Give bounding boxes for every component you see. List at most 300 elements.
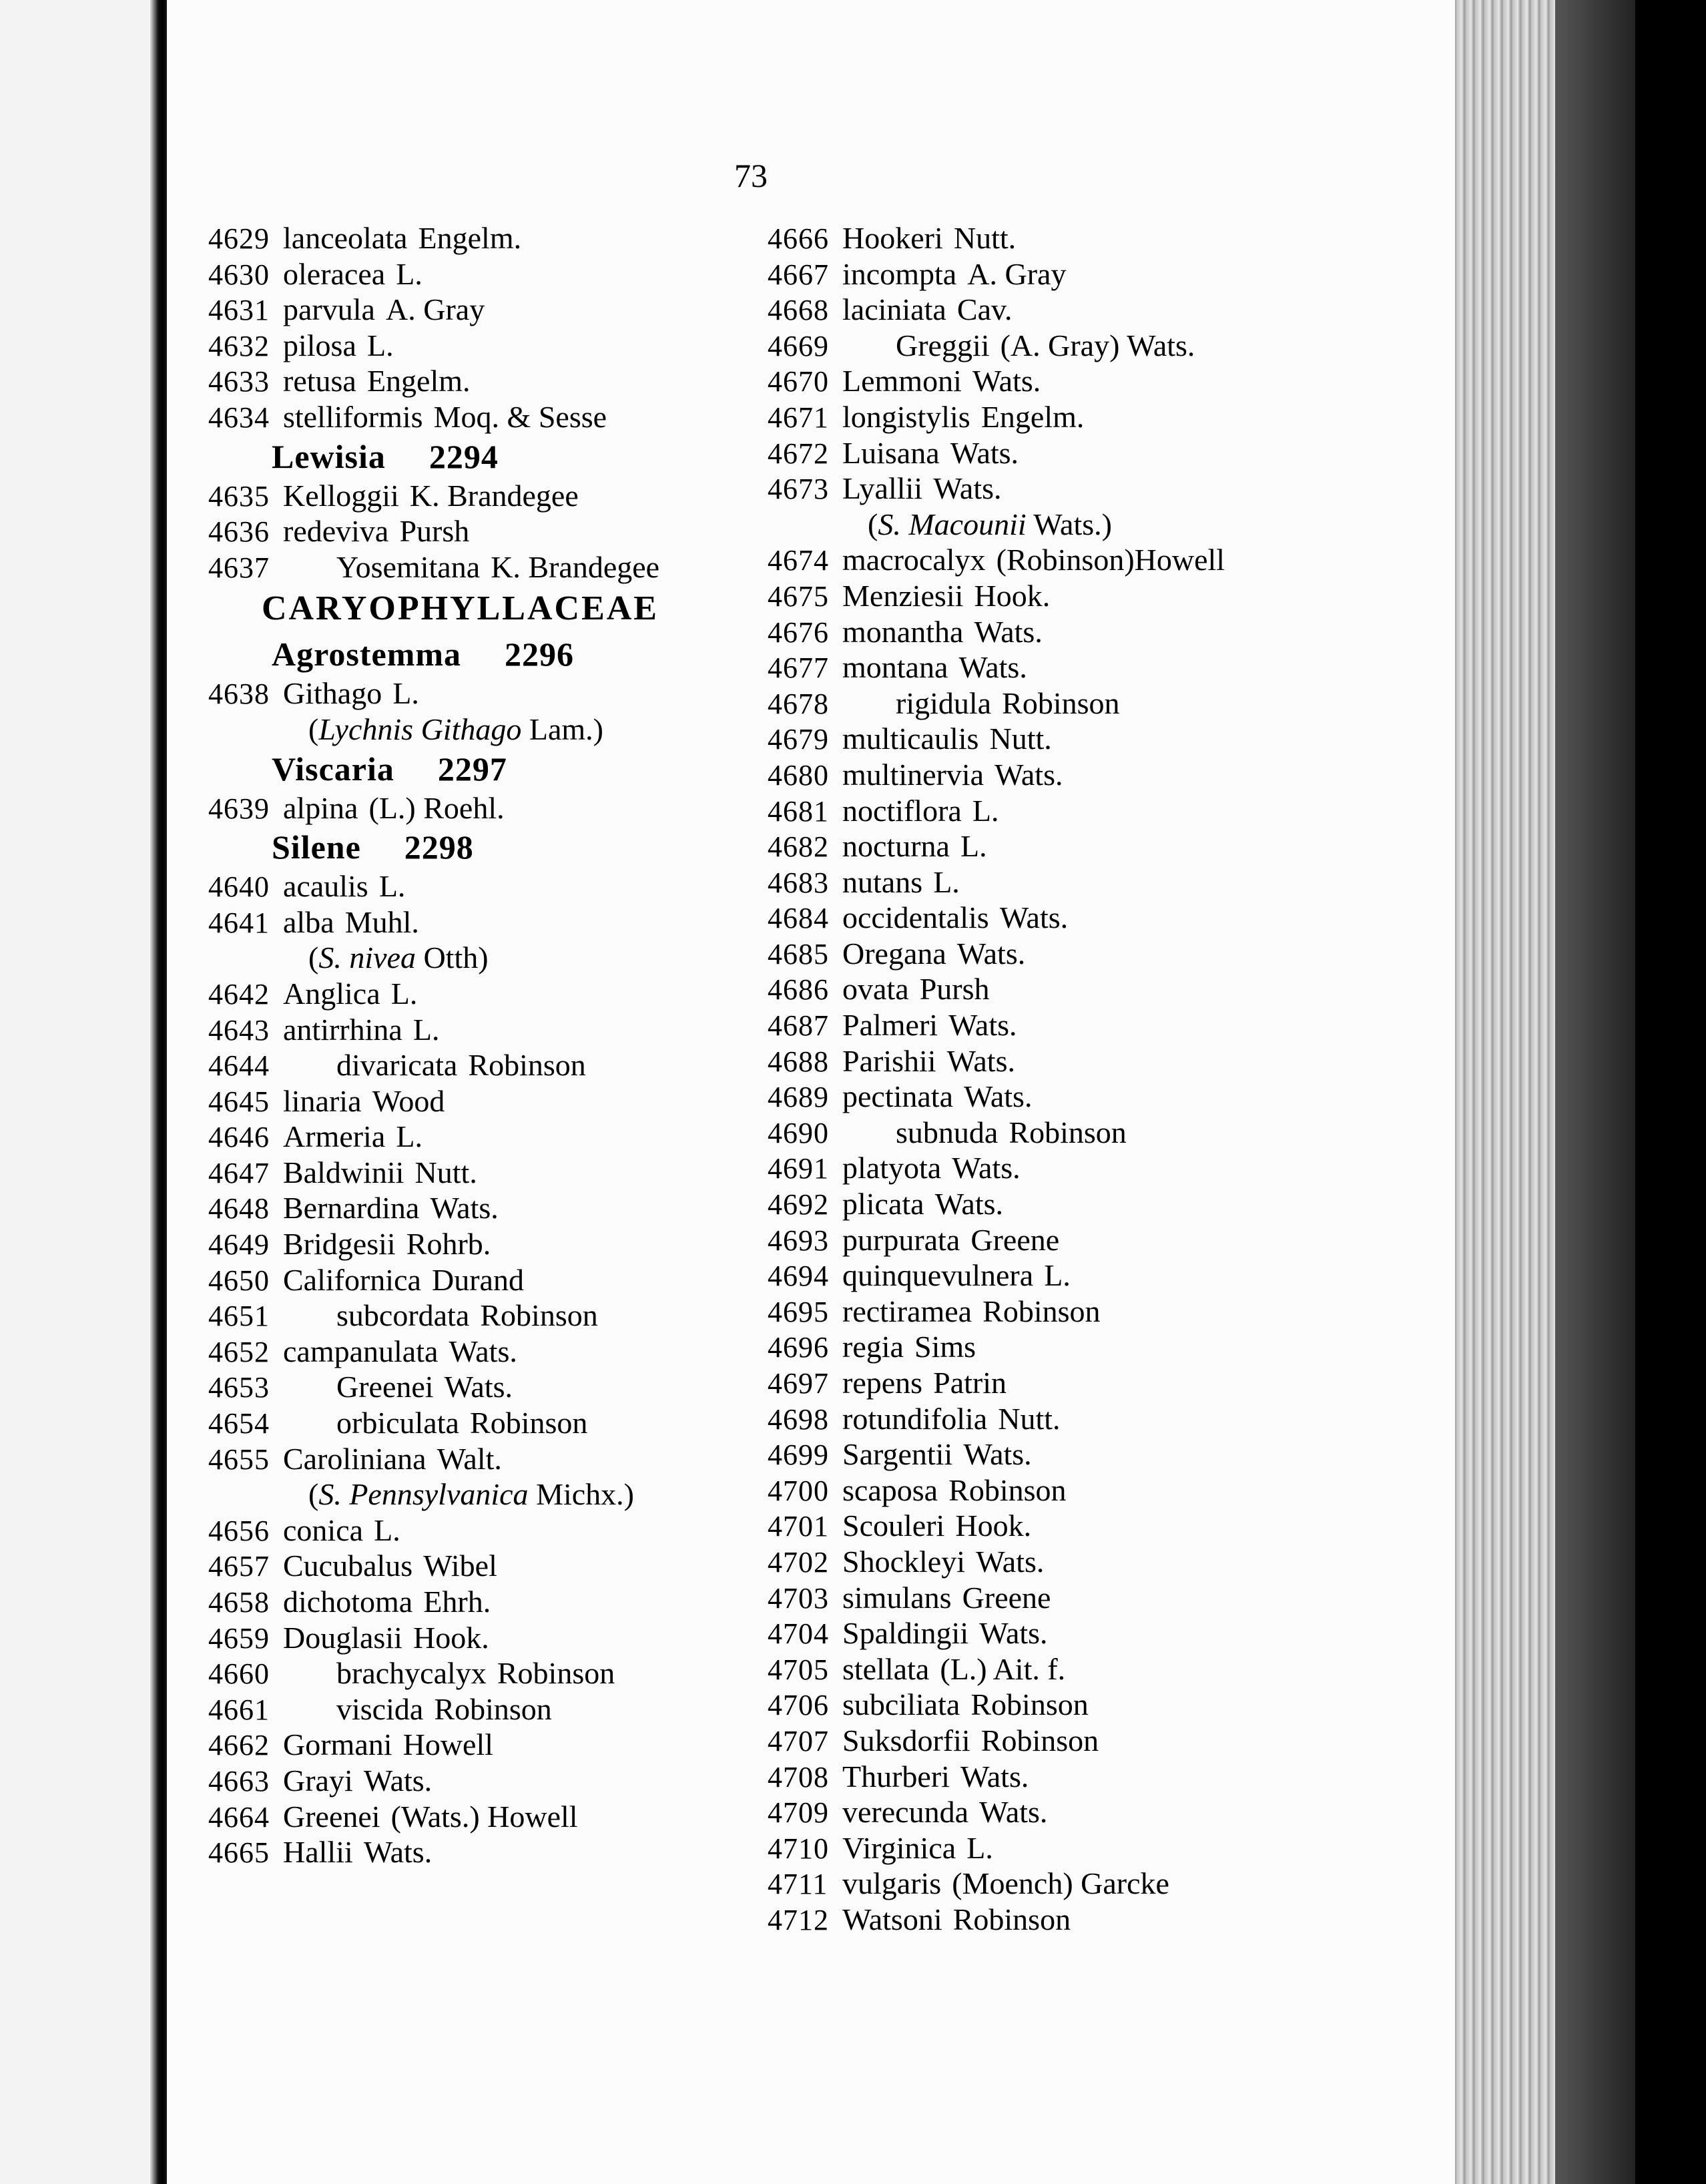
species-entry bbox=[768, 1580, 1328, 1616]
species-entry bbox=[208, 1834, 769, 1870]
author: Pursh bbox=[919, 972, 990, 1007]
entry-number: 4704 bbox=[768, 1617, 829, 1651]
epithet: Thurberi bbox=[842, 1759, 950, 1794]
epithet: Virginica bbox=[842, 1830, 956, 1865]
entry-number: 4711 bbox=[768, 1868, 828, 1901]
species-name bbox=[842, 292, 1013, 328]
author: K. Brandegee bbox=[409, 478, 579, 513]
species-name bbox=[283, 1298, 598, 1334]
species-name bbox=[842, 1294, 1101, 1330]
author: Robinson bbox=[468, 1048, 586, 1083]
species-name bbox=[283, 675, 419, 712]
species-entry bbox=[768, 649, 1328, 686]
entry-number: 4697 bbox=[768, 1367, 829, 1400]
epithet: stelliformis bbox=[283, 399, 423, 434]
entry-number: 4637 bbox=[208, 551, 270, 584]
entry-number: 4640 bbox=[208, 870, 270, 904]
author: Wats. bbox=[999, 900, 1069, 935]
author: Greene bbox=[962, 1580, 1051, 1615]
species-entry bbox=[208, 1262, 769, 1298]
epithet: parvula bbox=[283, 292, 375, 327]
entry-number: 4669 bbox=[768, 329, 829, 362]
species-entry bbox=[768, 1115, 1328, 1151]
author: L. bbox=[374, 1513, 400, 1547]
species-entry bbox=[768, 900, 1328, 936]
entry-number: 4676 bbox=[768, 615, 829, 649]
entry-number: 4694 bbox=[768, 1260, 829, 1293]
species-entry bbox=[768, 686, 1328, 722]
species-entry bbox=[768, 1007, 1328, 1043]
species-entry bbox=[768, 757, 1328, 793]
author: Wats. bbox=[933, 471, 1002, 506]
epithet: Palmeri bbox=[842, 1008, 938, 1043]
entry-number: 4712 bbox=[768, 1903, 829, 1936]
entry-number: 4690 bbox=[768, 1116, 829, 1149]
author: Wats. bbox=[948, 1008, 1017, 1043]
species-entry bbox=[208, 1763, 769, 1799]
epithet: brachycalyx bbox=[336, 1656, 487, 1691]
epithet: Hookeri bbox=[842, 221, 943, 255]
species-name bbox=[842, 328, 1195, 364]
species-name bbox=[842, 435, 1019, 471]
entry-number: 4659 bbox=[208, 1621, 270, 1655]
author: Patrin bbox=[933, 1366, 1007, 1400]
author: Robinson bbox=[980, 1723, 1099, 1757]
species-name bbox=[283, 1834, 432, 1870]
author: Robinson bbox=[480, 1298, 598, 1333]
author: Robinson bbox=[1009, 1115, 1127, 1149]
species-name bbox=[842, 614, 1043, 650]
author: Nutt. bbox=[414, 1155, 477, 1189]
author: Robinson bbox=[948, 1472, 1067, 1507]
genus-heading bbox=[208, 435, 769, 478]
author: Sims bbox=[914, 1330, 976, 1364]
species-name bbox=[842, 1759, 1029, 1795]
synonym-genus: Lychnis bbox=[318, 712, 414, 746]
author: Pursh bbox=[399, 514, 470, 549]
entry-number: 4662 bbox=[208, 1729, 270, 1762]
epithet: Bridgesii bbox=[283, 1227, 396, 1262]
author: L. bbox=[933, 864, 960, 899]
species-name bbox=[842, 1222, 1059, 1258]
epithet: multinervia bbox=[842, 757, 984, 792]
species-entry bbox=[768, 399, 1328, 435]
species-name bbox=[842, 1043, 1015, 1079]
entry-number: 4686 bbox=[768, 973, 829, 1007]
author: Cav. bbox=[956, 292, 1013, 327]
epithet: ovata bbox=[842, 972, 909, 1007]
author: A. Gray bbox=[967, 256, 1067, 291]
epithet: Oregana bbox=[842, 936, 946, 971]
species-name bbox=[842, 399, 1084, 435]
author: L. bbox=[366, 328, 394, 362]
species-name bbox=[842, 1723, 1099, 1759]
epithet: verecunda bbox=[842, 1795, 968, 1830]
species-name bbox=[283, 1584, 491, 1620]
species-entry bbox=[208, 292, 769, 328]
epithet: purpurata bbox=[842, 1222, 960, 1257]
species-entry bbox=[208, 1334, 769, 1370]
synonym-line bbox=[208, 1476, 769, 1513]
epithet: platyota bbox=[842, 1151, 942, 1185]
species-entry bbox=[768, 1401, 1328, 1437]
epithet: Shockleyi bbox=[842, 1544, 965, 1579]
epithet: Watsoni bbox=[842, 1902, 942, 1936]
entry-number: 4653 bbox=[208, 1371, 270, 1404]
epithet: lanceolata bbox=[283, 221, 408, 255]
author: Wats. bbox=[979, 1795, 1048, 1830]
species-name bbox=[842, 1687, 1089, 1723]
epithet: alpina bbox=[283, 790, 358, 825]
genus-heading bbox=[208, 826, 769, 868]
species-name bbox=[842, 828, 987, 864]
species-name bbox=[842, 1007, 1017, 1043]
entry-number: 4707 bbox=[768, 1724, 829, 1757]
species-entry bbox=[768, 220, 1328, 256]
epithet: acaulis bbox=[283, 869, 368, 904]
epithet: monantha bbox=[842, 614, 964, 649]
epithet: rectiramea bbox=[842, 1294, 972, 1328]
epithet: subcordata bbox=[336, 1298, 470, 1333]
entry-number: 4689 bbox=[768, 1081, 829, 1114]
entry-number: 4682 bbox=[768, 830, 829, 864]
author: Wats. bbox=[934, 1187, 1004, 1221]
species-name bbox=[842, 1258, 1071, 1294]
species-entry bbox=[208, 220, 769, 256]
species-entry bbox=[208, 399, 769, 435]
entry-number: 4666 bbox=[768, 222, 829, 255]
species-name bbox=[283, 1155, 477, 1191]
species-entry bbox=[768, 1150, 1328, 1186]
epithet: pectinata bbox=[842, 1079, 954, 1114]
epithet: Lemmoni bbox=[842, 364, 962, 398]
entry-number: 4644 bbox=[208, 1049, 270, 1083]
epithet: Californica bbox=[283, 1262, 421, 1297]
epithet: subciliata bbox=[842, 1687, 960, 1722]
species-entry bbox=[768, 936, 1328, 972]
author: (L.) Roehl. bbox=[368, 790, 505, 825]
species-entry bbox=[768, 828, 1328, 864]
entry-number: 4650 bbox=[208, 1264, 270, 1297]
species-name bbox=[283, 549, 659, 585]
entry-number: 4667 bbox=[768, 258, 829, 291]
species-entry bbox=[208, 1799, 769, 1835]
epithet: incompta bbox=[842, 256, 957, 291]
author: Wats. bbox=[976, 1544, 1045, 1579]
species-entry bbox=[208, 868, 769, 904]
species-name bbox=[842, 1651, 1065, 1687]
species-entry bbox=[768, 1866, 1328, 1902]
synonym-close: ) bbox=[1101, 507, 1112, 541]
epithet: campanulata bbox=[283, 1334, 439, 1368]
synonym-open: ( bbox=[868, 507, 878, 541]
author: A. Gray bbox=[386, 292, 485, 327]
entry-number: 4699 bbox=[768, 1438, 829, 1472]
synonym-line bbox=[768, 507, 1328, 543]
species-entry bbox=[768, 971, 1328, 1007]
species-entry bbox=[208, 1369, 769, 1405]
epithet: scaposa bbox=[842, 1472, 938, 1507]
author: Wats. bbox=[363, 1835, 433, 1870]
synonym-open: ( bbox=[308, 940, 319, 975]
epithet: repens bbox=[842, 1366, 923, 1400]
entry-number: 4660 bbox=[208, 1657, 270, 1691]
author: (Wats.) Howell bbox=[390, 1799, 578, 1834]
species-name bbox=[283, 292, 485, 328]
species-entry bbox=[768, 1365, 1328, 1401]
species-name bbox=[842, 793, 999, 829]
species-name bbox=[842, 936, 1025, 972]
entry-number: 4654 bbox=[208, 1407, 270, 1440]
species-name bbox=[842, 1401, 1061, 1437]
genus-name: Lewisia bbox=[272, 437, 386, 475]
species-name bbox=[842, 971, 990, 1007]
author: Robinson bbox=[970, 1687, 1089, 1722]
species-entry bbox=[208, 1226, 769, 1262]
entry-number: 4634 bbox=[208, 400, 270, 434]
species-name bbox=[283, 790, 505, 826]
species-name bbox=[842, 1544, 1044, 1580]
epithet: Sargentii bbox=[842, 1437, 953, 1472]
author: Wats. bbox=[974, 614, 1043, 649]
entry-number: 4656 bbox=[208, 1514, 270, 1547]
epithet: antirrhina bbox=[283, 1012, 402, 1047]
species-entry bbox=[208, 1620, 769, 1656]
species-name bbox=[283, 904, 419, 940]
species-name bbox=[842, 363, 1041, 399]
author: Wood bbox=[372, 1083, 445, 1118]
entry-number: 4706 bbox=[768, 1689, 829, 1722]
entry-number: 4684 bbox=[768, 902, 829, 935]
author: Wats. bbox=[972, 364, 1041, 398]
species-name bbox=[842, 1150, 1021, 1186]
entry-number: 4642 bbox=[208, 977, 270, 1011]
synonym-line bbox=[208, 712, 769, 748]
genus-name: Viscaria bbox=[272, 750, 394, 788]
entry-number: 4687 bbox=[768, 1009, 829, 1043]
epithet: montana bbox=[842, 650, 948, 685]
author: (L.) Ait. f. bbox=[940, 1651, 1066, 1686]
species-name bbox=[283, 478, 579, 514]
entry-number: 4630 bbox=[208, 258, 270, 291]
synonym-epithet: Githago bbox=[420, 712, 522, 746]
epithet: multicaulis bbox=[842, 722, 979, 756]
author: Engelm. bbox=[366, 364, 471, 398]
author: Hook. bbox=[955, 1509, 1032, 1543]
species-name bbox=[283, 1405, 587, 1441]
species-entry bbox=[768, 1508, 1328, 1544]
entry-number: 4681 bbox=[768, 794, 829, 828]
species-entry bbox=[208, 513, 769, 549]
entry-number: 4664 bbox=[208, 1800, 270, 1834]
epithet: subnuda bbox=[896, 1115, 999, 1149]
species-name bbox=[842, 1115, 1127, 1151]
entry-number: 4639 bbox=[208, 792, 270, 825]
species-name bbox=[842, 864, 960, 900]
entry-number: 4638 bbox=[208, 677, 270, 711]
synonym-epithet: nivea bbox=[349, 940, 416, 975]
species-entry bbox=[208, 1298, 769, 1334]
synonym-author: Otth bbox=[423, 940, 479, 975]
author: Wats. bbox=[950, 435, 1019, 470]
species-entry bbox=[208, 1155, 769, 1191]
entry-number: 4655 bbox=[208, 1442, 270, 1476]
left-column bbox=[208, 220, 769, 1870]
species-entry bbox=[208, 1119, 769, 1155]
species-entry bbox=[768, 1472, 1328, 1509]
epithet: stellata bbox=[842, 1651, 930, 1686]
entry-number: 4631 bbox=[208, 294, 270, 327]
author: L. bbox=[378, 869, 406, 904]
species-entry bbox=[768, 1186, 1328, 1222]
epithet: Scouleri bbox=[842, 1509, 945, 1543]
entry-number: 4657 bbox=[208, 1550, 270, 1583]
species-name bbox=[842, 1866, 1169, 1902]
species-entry bbox=[208, 1083, 769, 1119]
species-entry bbox=[208, 478, 769, 514]
species-entry bbox=[208, 1047, 769, 1083]
species-entry bbox=[208, 976, 769, 1012]
epithet: Grayi bbox=[283, 1763, 353, 1798]
author: Wats. bbox=[449, 1334, 517, 1368]
species-name bbox=[842, 578, 1050, 614]
author: L. bbox=[960, 829, 987, 864]
species-name bbox=[842, 686, 1120, 722]
species-entry bbox=[768, 1723, 1328, 1759]
species-name bbox=[842, 1580, 1051, 1616]
synonym-close: ) bbox=[623, 1477, 634, 1512]
author: L. bbox=[966, 1830, 993, 1865]
epithet: Greenei bbox=[336, 1370, 434, 1404]
epithet: plicata bbox=[842, 1187, 924, 1221]
species-name bbox=[283, 1513, 400, 1549]
entry-number: 4633 bbox=[208, 365, 270, 398]
species-entry bbox=[208, 363, 769, 399]
epithet: Spaldingii bbox=[842, 1616, 969, 1651]
entry-number: 4702 bbox=[768, 1545, 829, 1579]
species-entry bbox=[208, 1727, 769, 1763]
species-name bbox=[842, 721, 1052, 757]
epithet: laciniata bbox=[842, 292, 946, 327]
author: Robinson bbox=[470, 1406, 588, 1440]
species-name bbox=[283, 1012, 440, 1048]
author: Robinson bbox=[952, 1902, 1071, 1936]
entry-number: 4658 bbox=[208, 1586, 270, 1619]
species-entry bbox=[768, 435, 1328, 471]
entry-number: 4705 bbox=[768, 1653, 829, 1686]
epithet: viscida bbox=[336, 1691, 424, 1726]
species-entry bbox=[208, 1441, 769, 1477]
author: L. bbox=[392, 676, 419, 711]
species-name bbox=[842, 256, 1066, 292]
species-name bbox=[283, 1763, 432, 1799]
epithet: Anglica bbox=[283, 976, 380, 1011]
entry-number: 4649 bbox=[208, 1228, 270, 1262]
species-entry bbox=[768, 1043, 1328, 1079]
author: (Robinson)Howell bbox=[996, 543, 1225, 577]
species-name bbox=[842, 1186, 1003, 1222]
entry-number: 4679 bbox=[768, 723, 829, 756]
author: Ehrh. bbox=[423, 1585, 491, 1619]
author: Hook. bbox=[412, 1620, 489, 1655]
species-name bbox=[283, 256, 422, 292]
epithet: Kelloggii bbox=[283, 478, 399, 513]
species-name bbox=[283, 1548, 497, 1584]
species-name bbox=[283, 1727, 493, 1763]
epithet: Greenei bbox=[283, 1799, 380, 1834]
epithet: Menziesii bbox=[842, 578, 964, 613]
entry-number: 4646 bbox=[208, 1121, 270, 1154]
author: Hook. bbox=[974, 578, 1051, 613]
species-entry bbox=[208, 256, 769, 292]
author: Wats. bbox=[363, 1763, 433, 1798]
species-entry bbox=[768, 721, 1328, 757]
species-entry bbox=[768, 578, 1328, 614]
entry-number: 4709 bbox=[768, 1796, 829, 1830]
epithet: vulgaris bbox=[842, 1866, 942, 1901]
book-cover-edge bbox=[1555, 0, 1635, 2184]
species-name bbox=[283, 1799, 578, 1835]
species-name bbox=[283, 1047, 586, 1083]
author: Rohrb. bbox=[406, 1227, 491, 1262]
synonym-genus: S. bbox=[318, 1477, 342, 1512]
entry-number: 4701 bbox=[768, 1510, 829, 1543]
species-entry bbox=[768, 614, 1328, 650]
epithet: regia bbox=[842, 1330, 904, 1364]
entry-number: 4680 bbox=[768, 758, 829, 792]
species-entry bbox=[208, 904, 769, 940]
entry-number: 4673 bbox=[768, 473, 829, 506]
synonym-author: Wats. bbox=[1033, 507, 1102, 541]
entry-number: 4636 bbox=[208, 515, 270, 549]
entry-number: 4632 bbox=[208, 329, 270, 362]
species-name bbox=[283, 1369, 513, 1405]
species-entry bbox=[768, 1651, 1328, 1687]
entry-number: 4683 bbox=[768, 866, 829, 899]
entry-number: 4641 bbox=[208, 906, 270, 939]
page-number: 73 bbox=[734, 157, 768, 194]
entry-number: 4700 bbox=[768, 1474, 829, 1507]
entry-number: 4665 bbox=[208, 1836, 270, 1870]
species-entry bbox=[768, 1615, 1328, 1651]
species-entry bbox=[768, 864, 1328, 900]
epithet: dichotoma bbox=[283, 1585, 413, 1619]
family-heading: CARYOPHYLLACEAE bbox=[262, 589, 659, 628]
entry-number: 4703 bbox=[768, 1581, 829, 1615]
species-entry bbox=[768, 1759, 1328, 1795]
author: Nutt. bbox=[998, 1401, 1061, 1436]
author: L. bbox=[396, 1119, 422, 1154]
species-name bbox=[842, 1472, 1067, 1509]
entry-number: 4668 bbox=[768, 294, 829, 327]
synonym-close: ) bbox=[593, 712, 603, 746]
author: Wats. bbox=[430, 1191, 499, 1225]
species-name bbox=[283, 1119, 422, 1155]
author: Wats. bbox=[956, 936, 1026, 971]
entry-number: 4672 bbox=[768, 437, 829, 470]
entry-number: 4670 bbox=[768, 365, 829, 398]
synonym-genus: S. bbox=[318, 940, 342, 975]
entry-number: 4635 bbox=[208, 479, 270, 513]
author: Nutt. bbox=[953, 221, 1017, 255]
species-name bbox=[842, 542, 1225, 578]
epithet: Lyallii bbox=[842, 471, 923, 506]
species-entry bbox=[768, 1294, 1328, 1330]
author: Wats. bbox=[444, 1370, 513, 1404]
species-entry bbox=[768, 1329, 1328, 1365]
genus-number: 2297 bbox=[437, 750, 507, 788]
entry-number: 4651 bbox=[208, 1300, 270, 1333]
